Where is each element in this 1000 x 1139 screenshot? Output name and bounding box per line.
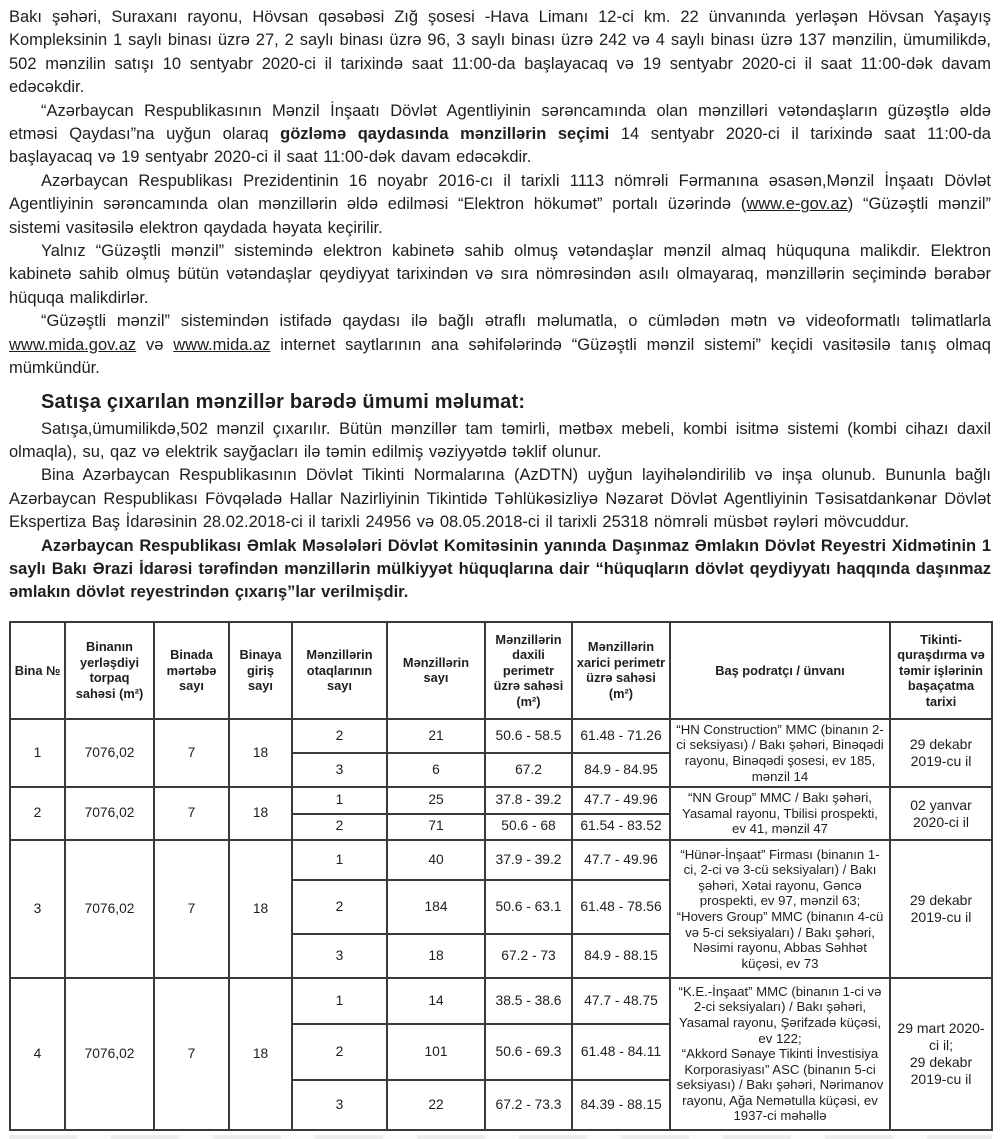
contractor-cell xyxy=(670,719,890,787)
scan-artifact-strip xyxy=(9,1135,992,1139)
paragraph-waitlist-text-post: 14 sentyabr 2020-ci il tarixində saat 11:00-da başlayacaq və 19 sentyabr 2020-ci il saat 11:00-dək davam edəcəkdir. xyxy=(9,125,991,167)
rooms-cell: 1 xyxy=(292,787,387,813)
rooms-cell: 2 xyxy=(292,1024,387,1080)
inner-area-cell: 67.2 xyxy=(485,753,572,787)
paragraph-egov-decree xyxy=(9,170,991,240)
rooms-cell: 2 xyxy=(292,719,387,753)
paragraph-egov-text-post: ) “Güzəştli mənzil” sistemi vasitəsilə elektron qaydada həyata keçirilir. xyxy=(9,195,991,237)
inner-area-cell: 38.5 - 38.6 xyxy=(485,978,572,1024)
inner-area-cell: 37.9 - 39.2 xyxy=(485,840,572,880)
contractor-line: “HN Construction” MMC (binanın 2-ci seksiyası) / Bakı şəhəri, Binəqədi rayonu, Binəqədi şosesi, ev 185, mənzil 14 xyxy=(676,721,884,784)
inner-area-cell: 67.2 - 73.3 xyxy=(485,1080,572,1130)
entrances-cell: 18 xyxy=(229,840,292,978)
land-area-cell: 7076,02 xyxy=(65,978,154,1130)
outer-area-cell: 47.7 - 48.75 xyxy=(572,978,670,1024)
paragraph-info-text-mid: və xyxy=(136,335,174,354)
header-land-area: Binanın yerləşdiyi torpaq sahəsi (m²) xyxy=(65,622,154,719)
land-area-cell: 7076,02 xyxy=(65,840,154,978)
paragraph-sale-announcement: Bakı şəhəri, Suraxanı rayonu, Hövsan qəsəbəsi Zığ şosesi -Hava Limanı 12-ci km. 22 ünvanında yerləşən Hövsan Yaşayış Kompleksinin 1 saylı binası üzrə 27, 2 saylı binası üzrə 96, 3 saylı binası üzrə 242 və 4 saylı binası üzrə 137 mənzilin, ümumilikdə, 502 mənzilin satışı 10 sentyabr 2020-ci il tarixində saat 11:00-da başlayacaq və 19 sentyabr 2020-ci il saat 11:00-dək davam edəcəkdir. xyxy=(9,8,991,97)
inner-area-cell: 50.6 - 69.3 xyxy=(485,1024,572,1080)
header-inner-perimeter-area: Mənzillərin daxili perimetr üzrə sahəsi (m²) xyxy=(485,622,572,719)
rooms-cell: 3 xyxy=(292,753,387,787)
paragraph-building-standards: Bina Azərbaycan Respublikasının Dövlət Tikinti Normalarına (AzDTN) uyğun layihələndirilib və inşa olunub. Bununla bağlı Azərbaycan Respublikası Fövqəladə Hallar Nazirliyinin Tikintidə Təhlükəsizliyə Nəzarət Dövlət Agentliyinin Təsisatdankənar Dövlət Ekspertiza Baş İdarəsinin 28.02.2018-ci il tarixli 24956 və 08.05.2018-ci il tarixli 25318 nömrəli müsbət rəyləri mövcuddur. xyxy=(9,466,991,532)
paragraph-egov-text-pre: Azərbaycan Respublikası Prezidentinin 16 noyabr 2016-cı il tarixli 1113 nömrəli Fərmanına əsasən,Mənzil İnşaatı Dövlət Agentliyinin sərəncamında olan mənzillərin əldə edilməsi “Elektron hökumət” portalı üzərində ( xyxy=(9,171,991,214)
rooms-cell: 1 xyxy=(292,840,387,880)
header-building-no: Bina № xyxy=(10,622,65,719)
contractor-line: “Akkord Sənaye Tikinti İnvestisiya Korporasiyası” ASC (binanın 5-ci seksiyası) / Bakı şəhəri, Nərimanov rayonu, Ağa Nemətulla küçəsi, ev 1937-ci məhəllə xyxy=(676,1046,884,1124)
floors-cell: 7 xyxy=(154,840,229,978)
apartments-table xyxy=(9,621,993,1131)
table-row xyxy=(10,719,992,753)
paragraph-property-registry: Azərbaycan Respublikası Əmlak Məsələləri Dövlət Komitəsinin yanında Daşınmaz Əmlakın Dövlət Reyestri Xidmətinin 1 saylı Bakı Ərazi İdarəsi tərəfindən mənzillərin mülkiyyət hüquqlarına dair “hüquqların dövlət qeydiyyatı haqqında daşınmaz əmlakın dövlət reyestrindən çıxarış”lar verilmişdir. xyxy=(9,536,991,602)
paragraph-waitlist-selection xyxy=(9,100,991,170)
outer-area-cell: 61.54 - 83.52 xyxy=(572,814,670,840)
table-row xyxy=(10,787,992,813)
completion-date-cell xyxy=(890,719,992,787)
header-floor-count: Binada mərtəbə sayı xyxy=(154,622,229,719)
floors-cell: 7 xyxy=(154,978,229,1130)
header-outer-perimeter-area: Mənzillərin xarici perimetr üzrə sahəsi (m²) xyxy=(572,622,670,719)
table-row xyxy=(10,978,992,1024)
rooms-cell: 3 xyxy=(292,934,387,978)
contractor-line: “Hovers Group” MMC (binanın 4-cü və 5-ci seksiyaları) / Bakı şəhəri, Nəsimi rayonu, Abbas Səhhət küçəsi, ev 73 xyxy=(676,908,884,971)
outer-area-cell: 84.9 - 88.15 xyxy=(572,934,670,978)
apartment-count-cell: 184 xyxy=(387,880,485,934)
apartment-count-cell: 21 xyxy=(387,719,485,753)
paragraph-info-text-post: internet saytlarının ana səhifələrində “Güzəştli mənzil sistemi” keçidi vasitəsilə tanış olmaq mümkündür. xyxy=(9,335,991,378)
outer-area-cell: 61.48 - 84.11 xyxy=(572,1024,670,1080)
apartment-count-cell: 6 xyxy=(387,753,485,787)
outer-area-cell: 47.7 - 49.96 xyxy=(572,787,670,813)
land-area-cell: 7076,02 xyxy=(65,787,154,840)
paragraph-cabinet-rights: Yalnız “Güzəştli mənzil” sistemində elektron kabinetə sahib olmuş vətəndaşlar mənzil almaq hüququna malikdir. Elektron kabinetə sahib olmuş bütün vətəndaşlar qeydiyyat tarixindən və sıra nömrəsindən asılı olmayaraq, mənzillərin seçimində bərabər hüquqa malikdirlər. xyxy=(9,242,991,307)
land-area-cell: 7076,02 xyxy=(65,719,154,787)
contractor-cell xyxy=(670,787,890,840)
contractor-line: “Hünər-İnşaat” Firması (binanın 1-ci, 2-ci və 3-cü seksiyaları) / Bakı şəhəri, Xətai rayonu, Gəncə prospekti, ev 97, mənzil 63; xyxy=(680,846,880,909)
outer-area-cell: 61.48 - 71.26 xyxy=(572,719,670,753)
building-number-cell: 1 xyxy=(10,719,65,787)
apartment-count-cell: 40 xyxy=(387,840,485,880)
header-contractor: Baş podratçı / ünvanı xyxy=(670,622,890,719)
paragraph-apartment-condition: Satışa,ümumilikdə,502 mənzil çıxarılır. Bütün mənzillər tam təmirli, mətbəx mebeli, kombi isitmə sistemi (kombi cihazı daxil olmaqla), su, qaz və elektrik sayğacları ilə təmin edilmiş vəziyyətdə təklif olunur. xyxy=(9,419,991,461)
building-number-cell: 2 xyxy=(10,787,65,840)
outer-area-cell: 84.9 - 84.95 xyxy=(572,753,670,787)
apartment-count-cell: 25 xyxy=(387,787,485,813)
header-room-count: Mənzillərin otaqlarının sayı xyxy=(292,622,387,719)
section-heading-general-info: Satışa çıxarılan mənzillər barədə ümumi məlumat: xyxy=(41,390,526,413)
paragraph-info-text-pre: “Güzəştli mənzil” sistemindən istifadə qaydası ilə bağlı ətraflı məlumatla, o cümlədən mətn və videoformatlı təlimatlarla xyxy=(41,312,991,331)
paragraph-waitlist-text-pre: “Azərbaycan Respublikasının Mənzil İnşaatı Dövlət Agentliyinin sərəncamında olan mənzilləri vətəndaşların güzəştlə əldə etməsi Qaydası”na uyğun olaraq xyxy=(9,101,991,144)
inner-area-cell: 50.6 - 68 xyxy=(485,814,572,840)
completion-date-line: 29 mart 2020-ci il; xyxy=(897,1019,985,1053)
completion-date-line: 02 yanvar 2020-ci il xyxy=(910,796,972,830)
completion-date-cell xyxy=(890,978,992,1130)
entrances-cell: 18 xyxy=(229,787,292,840)
table-header-row xyxy=(10,622,992,719)
contractor-line: “K.E.-İnşaat” MMC (binanın 1-ci və 2-ci seksiyaları) / Bakı şəhəri, Yasamal rayonu, Şərifzadə küçəsi, ev 122; xyxy=(678,983,882,1046)
inner-area-cell: 50.6 - 58.5 xyxy=(485,719,572,753)
header-completion-date: Tikinti-quraşdırma və təmir işlərinin başaçatma tarixi xyxy=(890,622,992,719)
apartment-count-cell: 22 xyxy=(387,1080,485,1130)
rooms-cell: 2 xyxy=(292,814,387,840)
apartment-count-cell: 101 xyxy=(387,1024,485,1080)
paragraph-info-sources xyxy=(9,310,991,380)
header-entrance-count: Binaya giriş sayı xyxy=(229,622,292,719)
completion-date-cell xyxy=(890,840,992,978)
mida-link[interactable]: www.mida.az xyxy=(173,335,271,354)
contractor-cell xyxy=(670,978,890,1130)
header-apartment-count: Mənzillərin sayı xyxy=(387,622,485,719)
completion-date-line: 29 dekabr 2019-cu il xyxy=(909,1053,973,1087)
apartment-count-cell: 71 xyxy=(387,814,485,840)
rooms-cell: 1 xyxy=(292,978,387,1024)
completion-date-cell xyxy=(890,787,992,840)
inner-area-cell: 50.6 - 63.1 xyxy=(485,880,572,934)
contractor-line: “NN Group” MMC / Bakı şəhəri, Yasamal rayonu, Tbilisi prospekti, ev 41, mənzil 47 xyxy=(682,790,878,837)
outer-area-cell: 47.7 - 49.96 xyxy=(572,840,670,880)
completion-date-line: 29 dekabr 2019-cu il xyxy=(909,735,973,769)
rooms-cell: 2 xyxy=(292,880,387,934)
building-number-cell: 4 xyxy=(10,978,65,1130)
inner-area-cell: 67.2 - 73 xyxy=(485,934,572,978)
inner-area-cell: 37.8 - 39.2 xyxy=(485,787,572,813)
rooms-cell: 3 xyxy=(292,1080,387,1130)
mida-gov-link[interactable]: www.mida.gov.az xyxy=(9,335,137,354)
table-row xyxy=(10,840,992,880)
paragraph-waitlist-bold-text: gözləmə qaydasında mənzillərin seçimi xyxy=(280,125,610,144)
completion-date-line: 29 dekabr 2019-cu il xyxy=(909,891,973,925)
egov-link[interactable]: www.e-gov.az xyxy=(746,195,848,214)
floors-cell: 7 xyxy=(154,719,229,787)
contractor-cell xyxy=(670,840,890,978)
apartment-count-cell: 18 xyxy=(387,934,485,978)
entrances-cell: 18 xyxy=(229,978,292,1130)
entrances-cell: 18 xyxy=(229,719,292,787)
outer-area-cell: 84.39 - 88.15 xyxy=(572,1080,670,1130)
outer-area-cell: 61.48 - 78.56 xyxy=(572,880,670,934)
building-number-cell: 3 xyxy=(10,840,65,978)
apartment-count-cell: 14 xyxy=(387,978,485,1024)
floors-cell: 7 xyxy=(154,787,229,840)
